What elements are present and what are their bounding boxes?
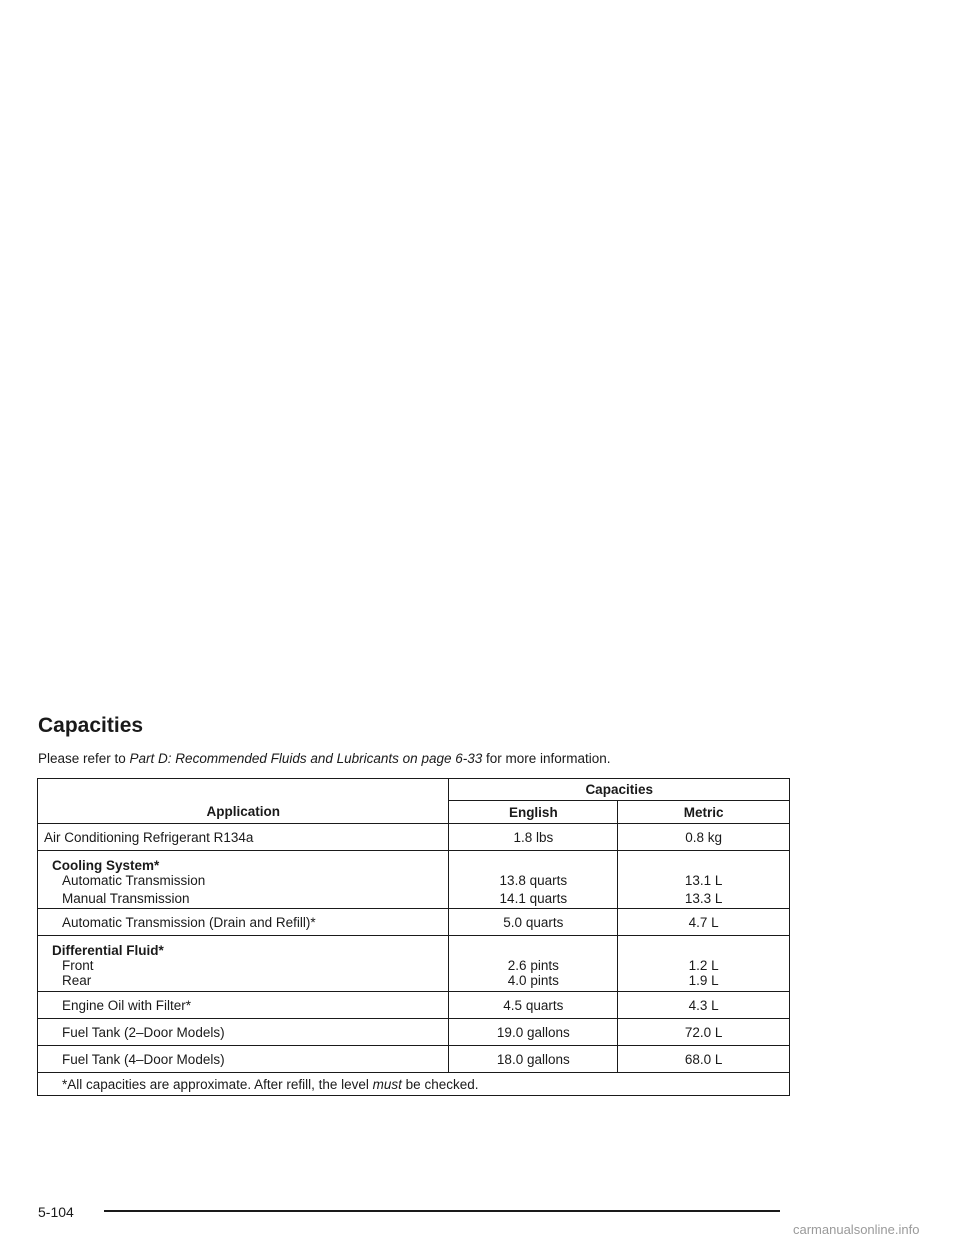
group-item: Automatic Transmission [62, 873, 206, 888]
cell-metric-group [618, 936, 790, 992]
table-footnote [38, 1073, 790, 1096]
group-item-metric: 1.9 L [688, 973, 719, 988]
cell-application: Engine Oil with Filter* [38, 992, 449, 1019]
group-item: Manual Transmission [62, 891, 190, 906]
cell-metric: 4.3 L [618, 992, 790, 1019]
cell-metric: 68.0 L [618, 1046, 790, 1073]
cell-english-group [449, 936, 618, 992]
header-metric: Metric [618, 801, 790, 824]
cell-metric: 72.0 L [618, 1019, 790, 1046]
page-title: Capacities [38, 714, 144, 737]
intro-text [38, 751, 611, 766]
group-item-metric: 13.3 L [684, 891, 723, 906]
table-row [38, 909, 790, 936]
cell-application: Air Conditioning Refrigerant R134a [38, 824, 449, 851]
footnote-emphasis: must [372, 1076, 402, 1092]
header-capacities: Capacities [449, 779, 790, 801]
cell-english-group [449, 851, 618, 909]
group-item-english: 14.1 quarts [499, 891, 568, 906]
cell-application-group [38, 936, 449, 992]
page-number: 5-104 [38, 1204, 74, 1220]
group-title: Cooling System* [52, 858, 160, 873]
cell-english: 18.0 gallons [449, 1046, 618, 1073]
group-item-english: 4.0 pints [507, 973, 559, 988]
table-row [38, 1046, 790, 1073]
cell-english: 4.5 quarts [449, 992, 618, 1019]
group-item: Rear [62, 973, 92, 988]
group-item: Front [62, 958, 94, 973]
cell-metric: 0.8 kg [618, 824, 790, 851]
table-row [38, 1019, 790, 1046]
group-item-english: 2.6 pints [507, 958, 559, 973]
header-english: English [449, 801, 618, 824]
table-footnote-row [38, 1073, 790, 1096]
header-application: Application [38, 779, 449, 824]
intro-after: for more information. [482, 751, 611, 766]
cell-application: Automatic Transmission (Drain and Refill)* [38, 909, 449, 936]
cell-application: Fuel Tank (4–Door Models) [38, 1046, 449, 1073]
table-row-group [38, 936, 790, 992]
intro-before: Please refer to [38, 751, 130, 766]
watermark: carmanualsonline.info [793, 1222, 920, 1237]
table-header-row [38, 779, 790, 801]
cell-metric-group [618, 851, 790, 909]
capacities-table [37, 778, 790, 1096]
group-item-metric: 13.1 L [684, 873, 723, 888]
group-item-english: 13.8 quarts [499, 873, 568, 888]
cross-reference-link[interactable]: Part D: Recommended Fluids and Lubricants on page 6-33 [129, 751, 483, 766]
table-row [38, 992, 790, 1019]
cell-english: 5.0 quarts [449, 909, 618, 936]
group-title: Differential Fluid* [52, 943, 164, 958]
footnote-before: *All capacities are approximate. After refill, the level [62, 1076, 373, 1092]
cell-application: Fuel Tank (2–Door Models) [38, 1019, 449, 1046]
group-item-metric: 1.2 L [688, 958, 719, 973]
footnote-after: be checked. [401, 1076, 479, 1092]
cell-english: 19.0 gallons [449, 1019, 618, 1046]
table-row [38, 824, 790, 851]
footer-rule [104, 1210, 780, 1212]
cell-metric: 4.7 L [618, 909, 790, 936]
cell-application-group [38, 851, 449, 909]
table-row-group [38, 851, 790, 909]
cell-english: 1.8 lbs [449, 824, 618, 851]
